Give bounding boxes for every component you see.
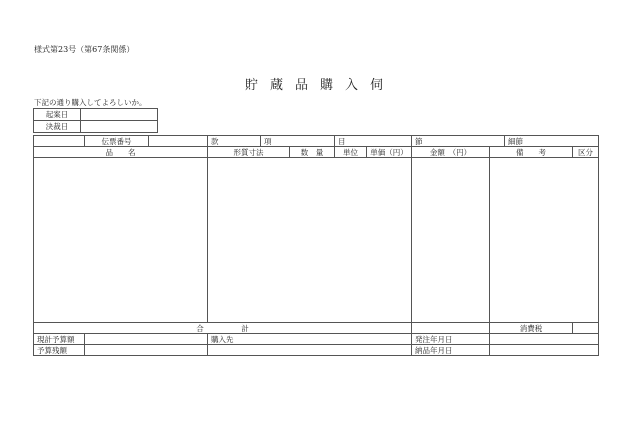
col-category: 区分	[573, 147, 599, 158]
col-unit-price: 単価（円）	[367, 147, 412, 158]
consumption-tax-label: 消費税	[490, 323, 573, 334]
drafted-date-field[interactable]	[81, 109, 158, 121]
decided-date-label: 決裁日	[34, 121, 81, 133]
form-number-label: 様式第23号（第67条関係）	[34, 45, 135, 54]
form-title: 貯蔵品購入伺	[244, 78, 395, 93]
item-remarks-area[interactable]	[490, 158, 599, 323]
slip-number-label: 伝票番号	[85, 136, 149, 147]
current-budget-field[interactable]	[85, 334, 208, 345]
supplier-label: 購入先	[208, 334, 412, 345]
col-unit: 単位	[335, 147, 367, 158]
col-amount: 金額 （円）	[412, 147, 490, 158]
kan-label: 款	[208, 136, 261, 147]
drafted-date-label: 起案日	[34, 109, 81, 121]
column-header-row	[34, 147, 599, 158]
budget-remaining-row	[34, 345, 599, 356]
setsu-label: 節	[412, 136, 505, 147]
item-spec-quantity-price-area[interactable]	[208, 158, 412, 323]
total-amount-field[interactable]	[412, 323, 490, 334]
items-body-row	[34, 158, 599, 323]
col-remarks: 備 考	[490, 147, 573, 158]
slip-number-field[interactable]	[149, 136, 208, 147]
consumption-tax-field[interactable]	[573, 323, 599, 334]
col-spec: 形質寸法	[208, 147, 290, 158]
moku-label: 目	[335, 136, 412, 147]
total-row	[34, 323, 599, 334]
supplier-field[interactable]	[208, 345, 412, 356]
current-budget-row	[34, 334, 599, 345]
order-date-field[interactable]	[490, 334, 599, 345]
col-quantity: 数 量	[290, 147, 335, 158]
approval-dates-table	[33, 108, 158, 133]
kou-label: 項	[261, 136, 335, 147]
current-budget-label: 現計予算額	[34, 334, 85, 345]
order-date-label: 発注年月日	[412, 334, 490, 345]
budget-remaining-field[interactable]	[85, 345, 208, 356]
delivery-date-label: 納品年月日	[412, 345, 490, 356]
budget-blank-cell	[34, 136, 85, 147]
delivery-date-field[interactable]	[490, 345, 599, 356]
purchase-form-table	[33, 135, 599, 356]
saisetsu-label: 細節	[505, 136, 599, 147]
item-name-area[interactable]	[34, 158, 208, 323]
item-amount-area[interactable]	[412, 158, 490, 323]
budget-remaining-label: 予算残額	[34, 345, 85, 356]
intro-text: 下記の通り購入してよろしいか。	[34, 98, 147, 107]
total-label: 合 計	[34, 323, 412, 334]
decided-date-field[interactable]	[81, 121, 158, 133]
col-item-name: 品 名	[34, 147, 208, 158]
budget-codes-row	[34, 136, 599, 147]
